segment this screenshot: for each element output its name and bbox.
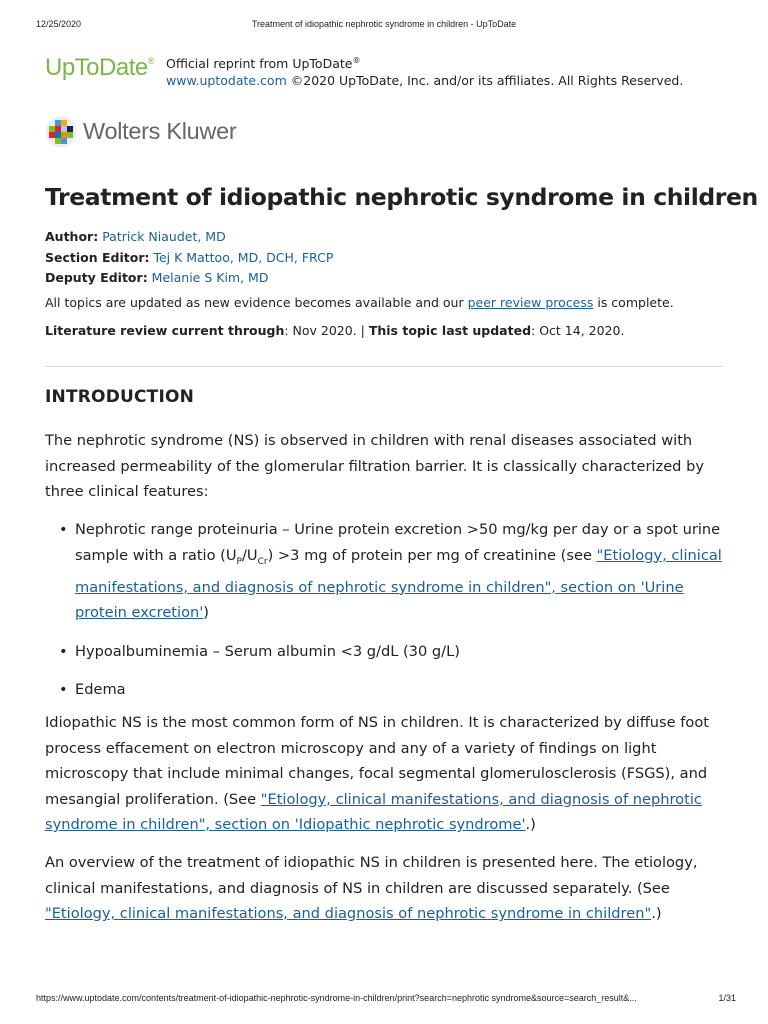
- article-credits: Author: Patrick Niaudet, MD Section Editor: Tej K Mattoo, MD, DCH, FRCP Deputy Editor: Melanie S Kim, MD: [45, 229, 334, 285]
- article-title: Treatment of idiopathic nephrotic syndrome in children: [45, 183, 758, 211]
- print-footer: [0, 993, 768, 1005]
- intro-paragraph-3: An overview of the treatment of idiopathic NS in children is presented here. The etiology, clinical manifestations, and diagnosis of NS in children are discussed separately. (See "Etiology, clinical manifestations, and diagnosis of nephrotic syndrome in children".): [45, 854, 698, 922]
- print-date: 12/25/2020: [36, 19, 82, 29]
- section-editor-label: Section Editor: [45, 249, 145, 265]
- updated-value: : Oct 14, 2020.: [531, 323, 625, 338]
- uptodate-site-link[interactable]: www.uptodate.com: [166, 73, 287, 89]
- review-label: Literature review current through: [45, 323, 285, 338]
- list-item-hypoalbuminemia: • Hypoalbuminemia – Serum albumin <3 g/dL (30 g/L): [45, 639, 727, 665]
- list-item-proteinuria: • Nephrotic range proteinuria – Urine protein excretion >50 mg/kg per day or a spot urine sample with a ratio $(U_P/U_{Cr}) >3$ mg of protein per mg of creatinine (see "Etiology, clinical manifestations, and diagnosis of nephrotic syndrome in children", section on 'Urine protein excretion'): [45, 517, 727, 626]
- list-item-edema: • Edema: [45, 677, 727, 703]
- reprint-title: Official reprint from UpToDate: [166, 56, 353, 72]
- author-label: Author: [45, 229, 94, 244]
- review-value: : Nov 2020. |: [284, 323, 369, 338]
- page-number: 1/31: [718, 993, 736, 1003]
- publisher-name: Wolters Kluwer: [83, 118, 237, 144]
- deputy-editor-label: Deputy Editor: [45, 270, 143, 285]
- section-divider: [45, 366, 723, 367]
- intro-paragraph-1: The nephrotic syndrome (NS) is observed in children with renal diseases associated with increased permeability of the glomerular filtration barrier. It is classically characterized by three clinical features:: [45, 432, 704, 500]
- wolters-kluwer-mark-icon: [45, 116, 77, 148]
- etiology-diagnosis-link[interactable]: "Etiology, clinical manifestations, and diagnosis of nephrotic syndrome in children": [45, 905, 652, 922]
- peer-review-link[interactable]: peer review process: [467, 295, 594, 310]
- print-page-title: Treatment of idiopathic nephrotic syndrome in children - UpToDate: [251, 19, 517, 29]
- print-header: [0, 19, 768, 31]
- clinical-features-list: [45, 517, 727, 703]
- updated-label: This topic last updated: [368, 323, 532, 338]
- review-dates: [45, 323, 624, 338]
- introduction-heading: INTRODUCTION: [45, 387, 195, 407]
- reprint-notice: Official reprint from UpToDate® www.uptodate.com ©2020 UpToDate, Inc. and/or its affiliates. All Rights Reserved.: [166, 56, 684, 89]
- update-note: All topics are updated as new evidence becomes available and our peer review process is complete.: [45, 295, 674, 310]
- urine-protein-excretion-link[interactable]: "Etiology, clinical manifestations, and diagnosis of nephrotic syndrome in children", section on 'Urine protein excretion': [75, 546, 722, 622]
- print-url: https://www.uptodate.com/contents/treatment-of-idiopathic-nephrotic-syndrome-in-children/print?search=nephrotic syndrome&source=search_result&...: [36, 993, 637, 1003]
- idiopathic-ns-link[interactable]: "Etiology, clinical manifestations, and diagnosis of nephrotic syndrome in children", section on 'Idiopathic nephrotic syndrome': [45, 790, 702, 833]
- deputy-editor-link[interactable]: Melanie S Kim, MD: [151, 270, 269, 285]
- author-link[interactable]: Patrick Niaudet, MD: [102, 229, 226, 244]
- section-editor-link[interactable]: Tej K Mattoo, MD, DCH, FRCP: [153, 249, 334, 265]
- copyright-text: ©2020 UpToDate, Inc. and/or its affiliates. All Rights Reserved.: [286, 73, 684, 89]
- uptodate-logo: UpToDate®: [45, 54, 154, 81]
- intro-paragraph-2: Idiopathic NS is the most common form of NS in children. It is characterized by diffuse foot process effacement on electron microscopy and any of a variety of findings on light microscopy that include minimal changes, focal segmental glomerulosclerosis (FSGS), and mesangial proliferation. (See "Etiology, clinical manifestations, and diagnosis of nephrotic syndrome in children", section on 'Idiopathic nephrotic syndrome'.): [45, 714, 709, 833]
